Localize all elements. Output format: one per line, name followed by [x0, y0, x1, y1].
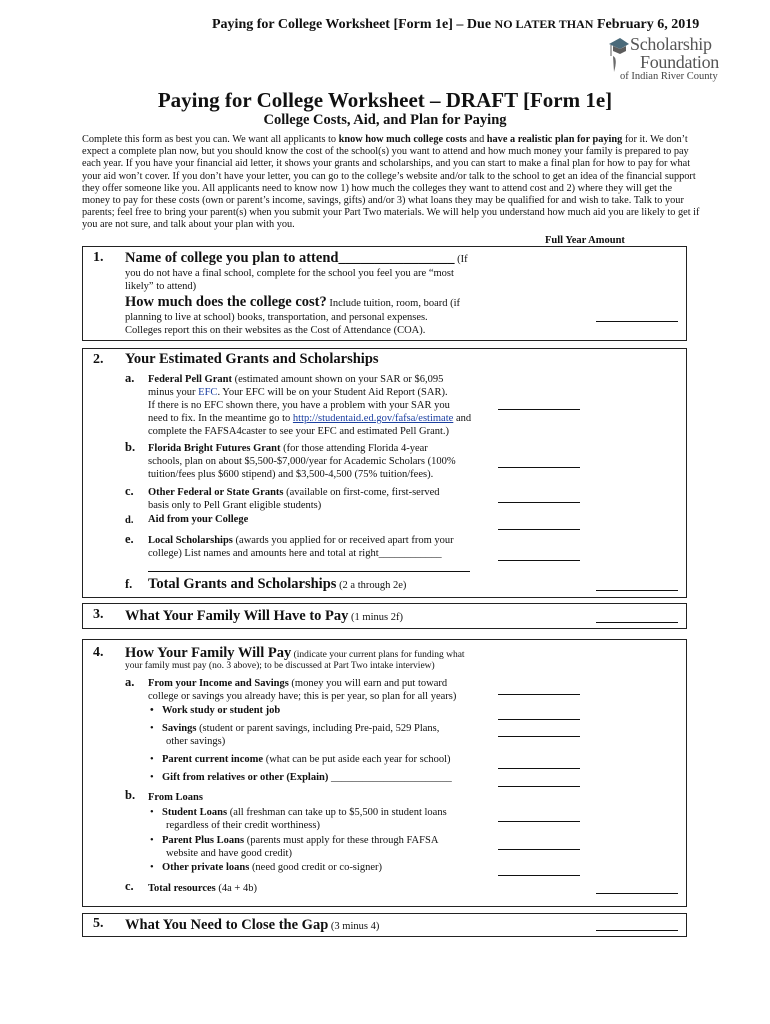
section-heading: Name of college you plan to attend [125, 250, 339, 266]
item-letter: d. [125, 515, 134, 526]
section-number: 2. [93, 352, 104, 367]
page-title: Paying for College Worksheet – DRAFT [Form 1e] [157, 88, 613, 112]
bullet-parent-income [162, 753, 451, 766]
item-title: From Loans [148, 792, 203, 803]
item-text: If there is no EFC shown there, you have a problem with your SAR you [148, 400, 450, 411]
item-text: complete the FAFSA4caster to see your EFC and estimated Pell Grant.) [148, 426, 450, 437]
close-gap-amount-field[interactable] [596, 930, 678, 931]
item-title: From your Income and Savings [148, 678, 289, 689]
bullet-parent-plus-loans [162, 834, 438, 847]
scholarship-foundation-logo [608, 34, 738, 86]
item-text: basis only to Pell Grant eligible students) [148, 500, 322, 511]
section-5-heading-line [125, 916, 379, 934]
item-letter: c. [125, 484, 134, 498]
local-scholarships-amount-field[interactable] [498, 560, 580, 561]
item-title: Parent current income [162, 754, 264, 765]
bullet-private-loans [162, 861, 382, 874]
total-resources-amount-field[interactable] [596, 893, 678, 894]
section-number: 4. [93, 645, 104, 660]
section-1-box [82, 246, 687, 341]
header-emphasis: NO LATER THAN [494, 17, 594, 31]
item-title: Local Scholarships [148, 535, 233, 546]
section-text: you do not have a final school, complete for the school you feel you are “most [125, 268, 454, 279]
section-number: 1. [93, 250, 104, 265]
family-pay-amount-field[interactable] [596, 622, 678, 623]
item-text: and [453, 413, 472, 424]
section-text: Colleges report this on their websites as the Cost of Attendance (COA). [125, 325, 426, 336]
bright-futures-item [148, 442, 428, 455]
item-text: (what can be put aside each year for school) [263, 754, 451, 765]
item-text: minus your [148, 387, 199, 398]
intro-text-2: and [466, 134, 487, 145]
section-heading: Your Estimated Grants and Scholarships [125, 351, 379, 367]
item-title: Florida Bright Futures Grant [148, 443, 281, 454]
item-title: Parent Plus Loans [162, 835, 245, 846]
local-scholarships-line-2 [148, 547, 442, 560]
local-scholarships-total-blank[interactable]: ____________ [378, 548, 442, 559]
college-aid-amount-field[interactable] [498, 529, 580, 530]
item-letter: b. [125, 440, 136, 454]
bright-futures-amount-field[interactable] [498, 467, 580, 468]
bullet-student-loans [162, 806, 447, 819]
item-text: (student or parent savings, including Pre-paid, 529 Plans, [196, 723, 440, 734]
college-cost-amount-field[interactable] [596, 321, 678, 322]
gift-explain-blank[interactable]: _______________________ [328, 772, 452, 783]
section-5-box [82, 913, 687, 937]
header-prefix: Paying for College Worksheet [Form 1e] – Due [212, 17, 495, 32]
section-note: your family must pay (no. 3 above); to be discussed at Part Two intake interview) [125, 661, 435, 671]
header-date: February 6, 2019 [593, 17, 700, 32]
other-grants-amount-field[interactable] [498, 502, 580, 503]
logo-line-county: of Indian River County [620, 71, 718, 82]
parent-plus-loans-amount-field[interactable] [498, 849, 580, 850]
intro-emphasis-1: know how much college costs [338, 134, 467, 145]
item-title: Total Grants and Scholarships [148, 576, 337, 592]
section-3-box [82, 603, 687, 629]
item-text: need to fix. In the meantime go to [148, 413, 293, 424]
local-scholarships-item [148, 534, 454, 547]
student-loans-amount-field[interactable] [498, 821, 580, 822]
fafsa-estimate-link[interactable]: http://studentaid.ed.gov/fafsa/estimate [292, 413, 454, 424]
logo-line-scholarship: Scholarship [630, 34, 712, 54]
intro-paragraph [82, 134, 702, 232]
section-note: (If [454, 254, 468, 265]
intro-text-3: for it. We don’t expect a complete plan now, but you should know the cost of the school(s) you want to attend and how much money your family is prepared to pay each year. If you have your financial aid letter, it shows your grants and scholarships, and you can start to make a final plan for how to pay for what your aid won’t cover. If you don’t have your letter, you can go to the college’s website and/or talk to the school to get an idea of the financial support they offer someone like you. All applicants need to know now 1) how much the colleges they want to attend cost and 2) where they will get the money to pay for these costs (own or parent’s income, savings, gifts) and/or 3) what loans they may be qualified for and wish to take. Talk to your parents; feel free to bring your parent(s) when you submit your Part Two materials. We will help you understand how much aid you are likely to get if you are not sure, and talk about your plan with you. [82, 134, 700, 231]
graduation-cap-icon [608, 36, 630, 72]
income-savings-item [148, 677, 447, 690]
item-title: Gift from relatives or other (Explain) [162, 772, 329, 783]
item-title: Total resources [148, 883, 216, 894]
item-letter: a. [125, 675, 135, 689]
parent-income-amount-field[interactable] [498, 768, 580, 769]
section-1-heading-line [125, 249, 468, 267]
item-text: (for those attending Florida 4-year [280, 443, 428, 454]
item-text: (need good credit or co-signer) [249, 862, 382, 873]
pell-grant-amount-field[interactable] [498, 409, 580, 410]
item-title: Student Loans [162, 807, 228, 818]
private-loans-amount-field[interactable] [498, 875, 580, 876]
item-text: (all freshman can take up to $5,500 in student loans [227, 807, 447, 818]
bullet-savings [162, 722, 439, 735]
logo-line-foundation: Foundation [640, 52, 720, 72]
bullet-work-study: • Work study or student job [162, 704, 280, 717]
item-text: (estimated amount shown on your SAR or $6,095 [231, 374, 444, 385]
section-2-box [82, 348, 687, 598]
item-text: . Your EFC will be on your Student Aid Report (SAR). [217, 387, 448, 398]
item-text: (available on first-come, first-served [283, 487, 440, 498]
item-title: Savings [162, 723, 197, 734]
item-letter: e. [125, 532, 134, 546]
item-letter: a. [125, 371, 135, 385]
section-text: planning to live at school) books, transportation, and personal expenses. [125, 312, 428, 323]
pell-grant-line-2 [148, 386, 448, 399]
item-text: (4a + 4b) [215, 883, 257, 894]
full-year-amount-header: Full Year Amount [545, 235, 625, 246]
item-text: regardless of their credit worthiness) [166, 820, 320, 831]
item-text: (money you will earn and put toward [288, 678, 448, 689]
section-heading: How much does the college cost? [125, 294, 327, 310]
section-number: 5. [93, 916, 104, 931]
other-grants-item [148, 486, 440, 499]
header-line [212, 17, 699, 33]
total-grants-amount-field[interactable] [596, 590, 678, 591]
section-1-cost-line [125, 293, 460, 311]
income-savings-amount-field[interactable] [498, 694, 580, 695]
section-heading: What Your Family Will Have to Pay [125, 608, 349, 624]
item-title: Other private loans [162, 862, 250, 873]
scholarship-names-field[interactable] [148, 571, 470, 572]
item-text: tuition/fees plus $600 stipend) and $3,500-4,500 (75% tuition/fees). [148, 469, 434, 480]
bullet-gift [162, 771, 452, 784]
item-text: other savings) [166, 736, 226, 747]
item-text: college) List names and amounts here and total at right [148, 548, 379, 559]
pell-grant-line-4 [148, 412, 471, 425]
section-3-heading-line [125, 607, 403, 625]
section-heading: What You Need to Close the Gap [125, 917, 329, 933]
section-note: (1 minus 2f) [348, 612, 403, 623]
item-text: schools, plan on about $5,500-$7,000/year for Academic Scholars (100% [148, 456, 456, 467]
item-text: (parents must apply for these through FAFSA [244, 835, 439, 846]
page-subtitle: College Costs, Aid, and Plan for Paying [263, 112, 507, 128]
intro-emphasis-2: have a realistic plan for paying [486, 134, 623, 145]
item-text: website and have good credit) [166, 848, 292, 859]
item-title: Federal Pell Grant [148, 374, 232, 385]
item-title: Aid from your College [148, 514, 249, 525]
item-text: college or savings you already have; this is per year, so plan for all years) [148, 691, 457, 702]
section-heading: How Your Family Will Pay [125, 645, 292, 661]
section-note: (indicate your current plans for funding what [291, 650, 465, 660]
item-letter: f. [125, 577, 133, 591]
item-letter: c. [125, 879, 134, 893]
item-title: Other Federal or State Grants [148, 487, 284, 498]
section-text: likely” to attend) [125, 281, 197, 292]
total-resources-item [148, 882, 257, 895]
item-text: (2 a through 2e) [336, 580, 407, 591]
college-name-blank[interactable]: ________________ [338, 250, 455, 266]
total-grants-item [148, 575, 406, 593]
section-text: Include tuition, room, board (if [326, 298, 461, 309]
savings-amount-field[interactable] [498, 736, 580, 737]
section-number: 3. [93, 607, 104, 622]
section-note: (3 minus 4) [328, 921, 380, 932]
efc-term: EFC [198, 387, 218, 398]
work-study-amount-field[interactable] [498, 719, 580, 720]
section-4-box [82, 639, 687, 907]
item-letter: b. [125, 788, 136, 802]
item-text: (awards you applied for or received apart from your [232, 535, 454, 546]
intro-text-1: Complete this form as best you can. We want all applicants to [82, 134, 339, 145]
pell-grant-item [148, 373, 443, 386]
gift-amount-field[interactable] [498, 786, 580, 787]
